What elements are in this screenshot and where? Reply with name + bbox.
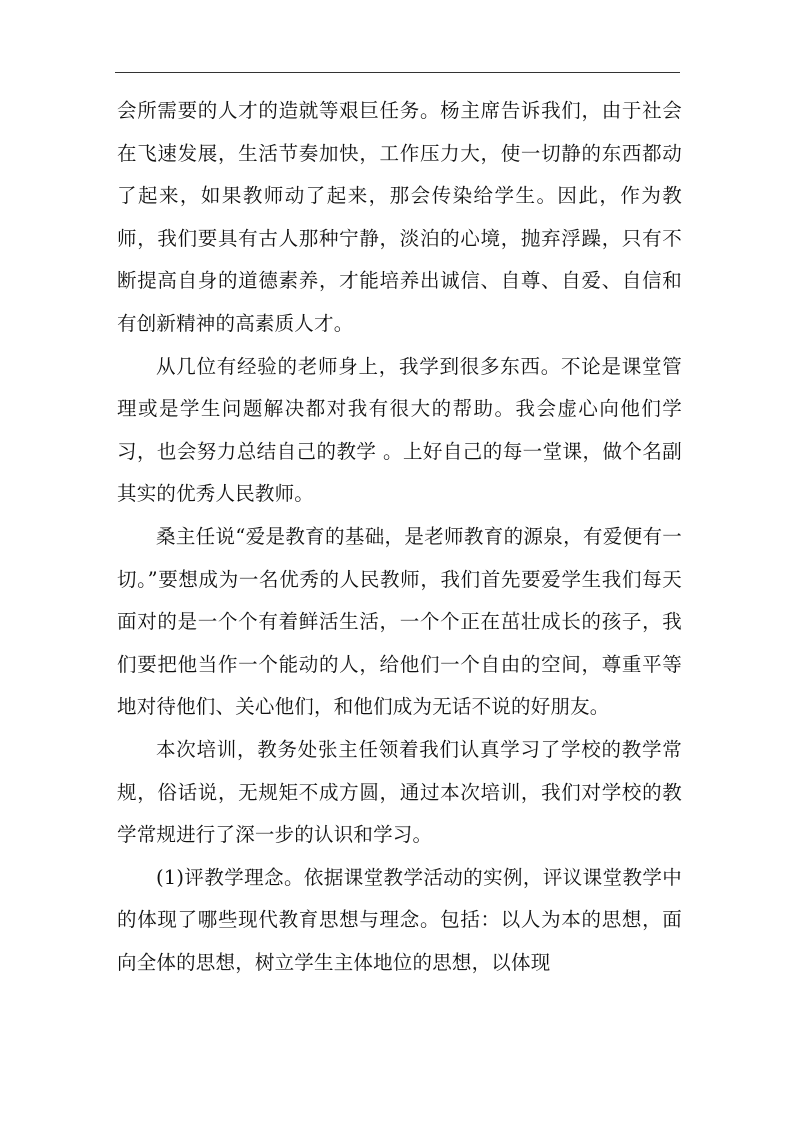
paragraph-5: (1)评教学理念。依据课堂教学活动的实例，评议课堂教学中的体现了哪些现代教育思想与理念。包括：以人为本的思想，面向全体的思想，树立学生主体地位的思想，以体现	[117, 865, 682, 974]
paragraph-4: 本次培训，教务处张主任领着我们认真学习了学校的教学常规，俗话说，无规矩不成方圆，通过本次培训，我们对学校的教学常规进行了深一步的认识和学习。	[117, 737, 682, 847]
document-body	[117, 90, 682, 984]
header-rule	[115, 72, 680, 73]
paragraph-2: 从几位有经验的老师身上，我学到很多东西。不论是课堂管理或是学生问题解决都对我有很大的帮助。我会虚心向他们学习，也会努力总结自己的教学 。上好自己的每一堂课，做个名副其实的优秀人民教师。	[117, 354, 682, 506]
paragraph-1: 会所需要的人才的造就等艰巨任务。杨主席告诉我们，由于社会在飞速发展，生活节奏加快，工作压力大，使一切静的东西都动了起来，如果教师动了起来，那会传染给学生。因此，作为教师，我们要具有古人那种宁静，淡泊的心境，抛弃浮躁，只有不断提高自身的道德素养，才能培养出诚信、自尊、自爱、自信和有创新精神的高素质人才。	[117, 99, 682, 335]
paragraph-3: 桑主任说“爱是教育的基础，是老师教育的源泉，有爱便有一切。”要想成为一名优秀的人民教师，我们首先要爱学生我们每天面对的是一个个有着鲜活生活，一个个正在茁壮成长的孩子，我们要把他当作一个能动的人，给他们一个自由的空间，尊重平等地对待他们、关心他们，和他们成为无话不说的好朋友。	[117, 524, 682, 719]
